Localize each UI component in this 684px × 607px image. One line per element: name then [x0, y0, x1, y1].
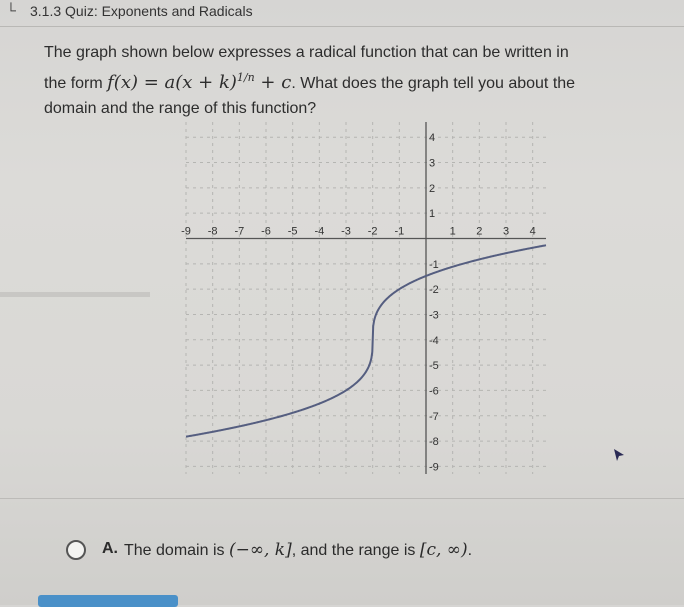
option-text [124, 540, 472, 560]
y-tick-label: -6 [429, 385, 439, 398]
x-tick-label: -8 [207, 225, 218, 238]
option-range: [c, ∞) [419, 540, 468, 560]
y-tick-label: 2 [429, 182, 436, 195]
section-divider [0, 498, 684, 499]
question-line-2 [44, 65, 664, 96]
y-tick-label: 4 [429, 132, 436, 145]
back-arrow-icon[interactable]: └ [6, 2, 16, 18]
y-tick-label: 1 [429, 208, 436, 221]
function-formula [107, 72, 291, 93]
question-line-2-prefix: the form [44, 75, 103, 92]
x-tick-label: 3 [502, 225, 510, 238]
y-tick-label: -1 [429, 258, 439, 271]
formula-main: f(x) = a(x + k) [107, 72, 237, 93]
y-tick-label: -8 [429, 436, 439, 449]
formula-exponent: 1/n [236, 71, 255, 84]
decorative-bar [0, 292, 150, 297]
quiz-title: 3.1.3 Quiz: Exponents and Radicals [30, 3, 253, 19]
question-line-2-suffix: . What does the graph tell you about the [291, 75, 576, 92]
formula-tail: + c [260, 72, 292, 93]
quiz-header [0, 0, 684, 27]
y-tick-label: -7 [429, 410, 439, 423]
x-tick-label: 1 [449, 225, 456, 238]
function-curve [186, 245, 546, 436]
option-letter: A. [102, 540, 118, 557]
x-tick-label: -5 [287, 225, 298, 238]
question-line-1: The graph shown below expresses a radical function that can be written in [44, 44, 569, 61]
next-button[interactable] [38, 595, 178, 607]
y-tick-label: -2 [429, 284, 439, 297]
y-tick-label: -4 [429, 334, 439, 347]
x-tick-label: -4 [314, 225, 325, 238]
option-text-middle: , and the range is [291, 542, 416, 559]
x-tick-label: -3 [341, 225, 351, 238]
x-tick-label: -7 [234, 225, 245, 238]
option-text-after: . [467, 542, 473, 559]
x-tick-label: -1 [394, 225, 405, 238]
option-domain: (−∞, k] [228, 540, 292, 560]
option-text-before: The domain is [124, 542, 225, 559]
y-tick-label: 3 [429, 157, 436, 170]
x-tick-label: -6 [261, 225, 271, 238]
mouse-pointer-icon [612, 448, 626, 462]
y-tick-label: -3 [429, 309, 439, 322]
function-graph [181, 122, 546, 474]
x-tick-label: -2 [367, 225, 378, 238]
question-text [44, 40, 664, 121]
x-tick-label: 2 [476, 225, 483, 238]
answer-option-a[interactable] [66, 536, 626, 566]
radio-button[interactable] [66, 540, 86, 560]
x-tick-label: -9 [181, 225, 191, 238]
x-tick-label: 4 [529, 225, 536, 238]
y-tick-label: -9 [429, 461, 439, 474]
question-line-3: domain and the range of this function? [44, 100, 317, 117]
y-tick-label: -5 [429, 360, 439, 373]
